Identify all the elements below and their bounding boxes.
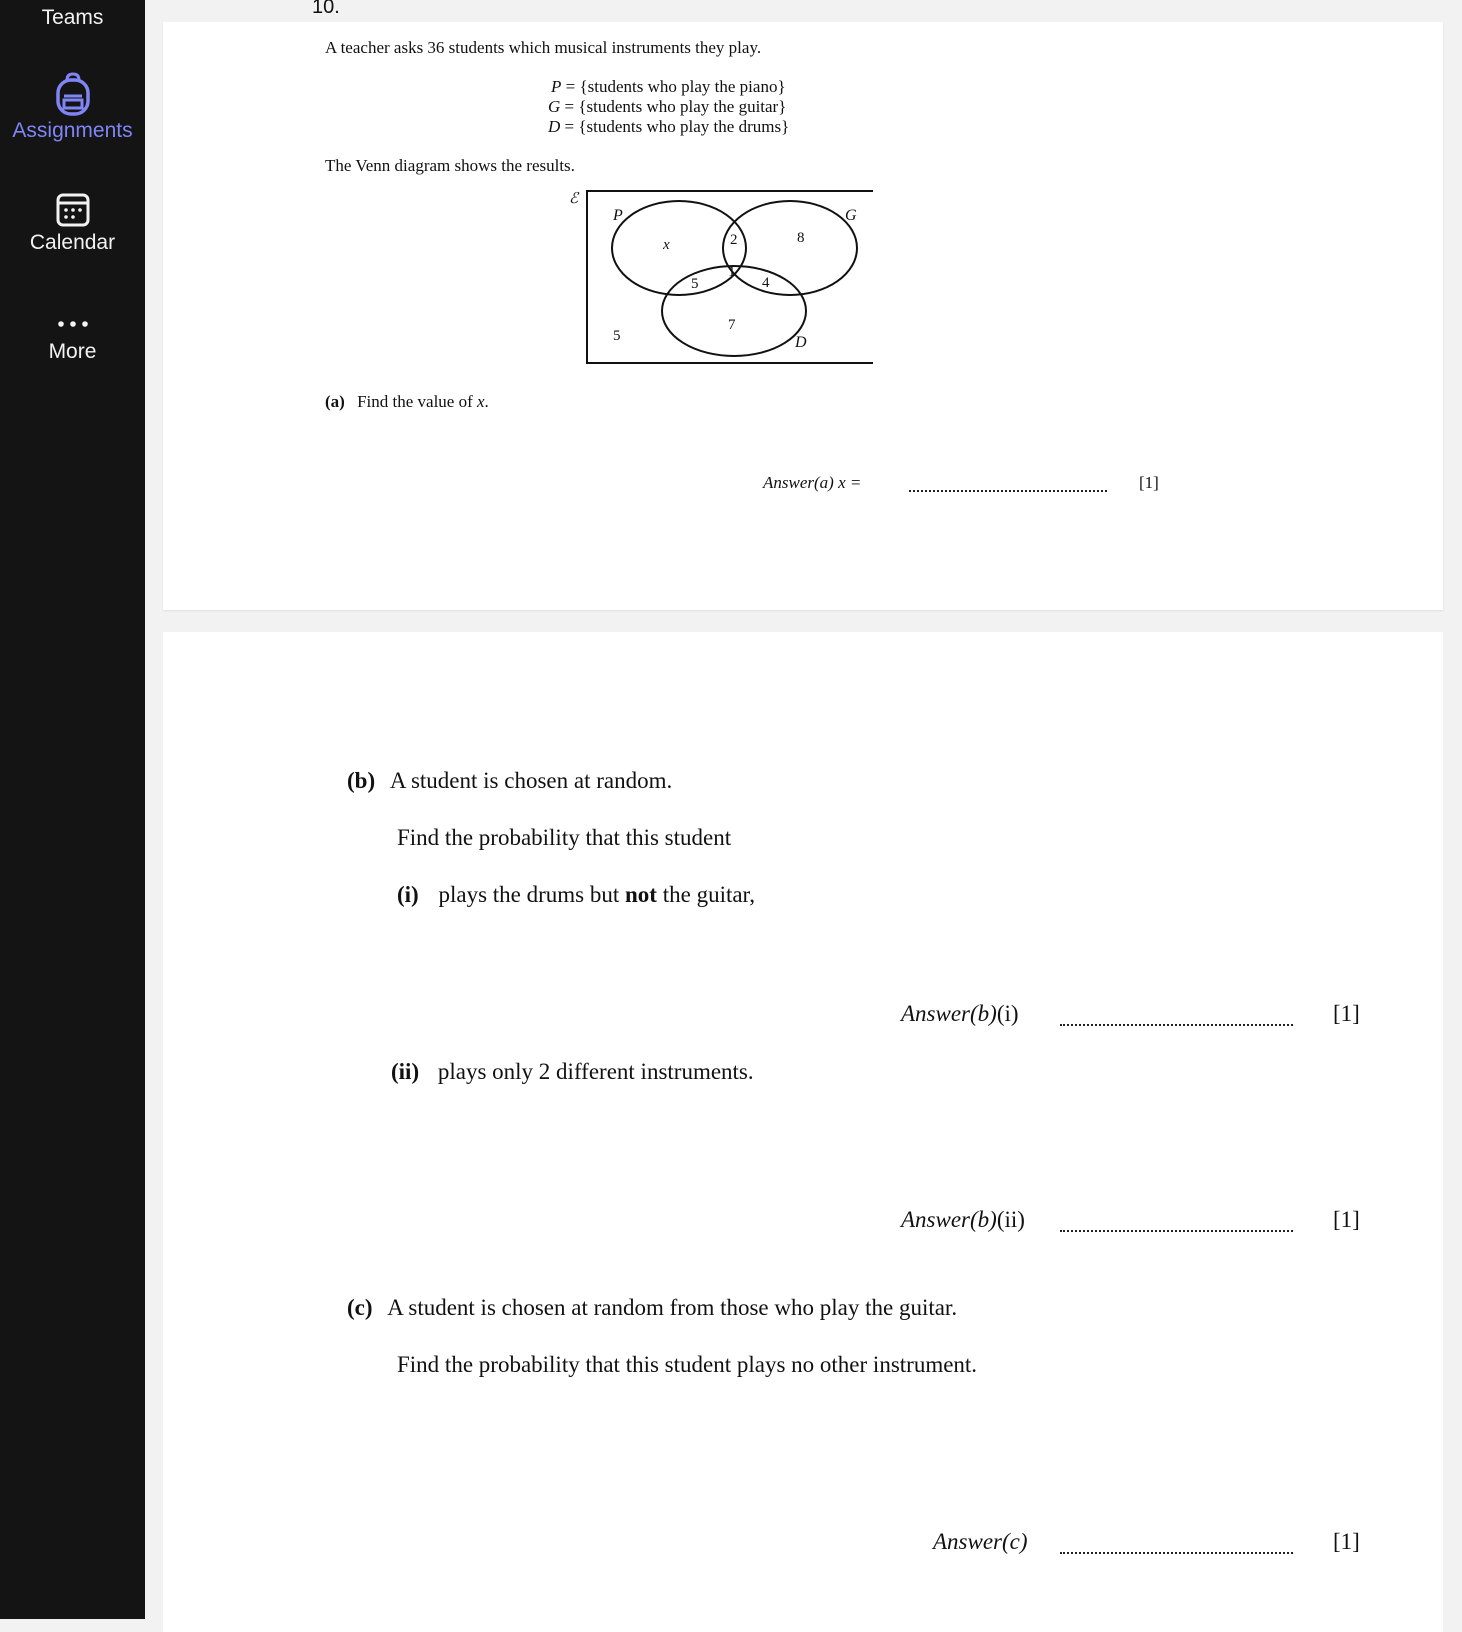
calendar-icon (55, 192, 91, 228)
part-b-i-label: (i) (397, 882, 419, 907)
answer-b-ii-label-ital: Answer(b) (901, 1207, 997, 1232)
set-definitions (548, 77, 789, 137)
part-a-var: x (477, 392, 485, 411)
more-dots-icon (55, 318, 91, 330)
sidebar-item-label: More (48, 340, 97, 363)
answer-c-label: Answer(c) (933, 1529, 1028, 1554)
sidebar-item-label: Teams (41, 6, 104, 29)
part-a-text: Find the value of (357, 392, 477, 411)
answer-b-ii-label (901, 1207, 1025, 1233)
set-desc-p: = {students who play the piano} (561, 77, 786, 96)
answer-b-ii-line[interactable] (1060, 1230, 1293, 1232)
set-var-p: P (551, 77, 562, 96)
sidebar-item-calendar[interactable] (0, 192, 145, 255)
venn-region-g-and-d: 4 (762, 275, 770, 291)
question-number: 10. (312, 0, 340, 18)
part-a-question (325, 392, 489, 412)
venn-region-p-and-g: 2 (730, 232, 738, 248)
part-b-i-bold: not (625, 882, 657, 907)
part-b-question (347, 768, 672, 794)
part-c-prompt: Find the probability that this student plays no other instrument. (397, 1352, 978, 1377)
part-b-label: (b) (347, 768, 376, 793)
answer-a-marks: [1] (1139, 473, 1159, 492)
part-b-ii-label: (ii) (391, 1059, 420, 1084)
sidebar-item-more[interactable] (0, 318, 145, 364)
set-var-d: D (548, 117, 561, 136)
venn-region-all-three: 1 (728, 264, 736, 280)
answer-b-i-line[interactable] (1060, 1024, 1293, 1026)
venn-region-p-only: x (663, 237, 670, 253)
backpack-icon (53, 70, 93, 118)
answer-b-i-label-ital: Answer(b) (901, 1001, 997, 1026)
part-b-ii-text: plays only 2 different instruments. (437, 1059, 754, 1084)
part-b-ii-question (391, 1059, 754, 1085)
sidebar-item-teams[interactable] (0, 6, 145, 30)
answer-b-ii-label-roman: (ii) (996, 1207, 1025, 1232)
venn-region-g-only: 8 (797, 230, 805, 246)
part-b-i-text: plays the drums but (438, 882, 626, 907)
answer-b-i-label-roman: (i) (996, 1001, 1019, 1026)
part-b-i-text-after: the guitar, (656, 882, 756, 907)
part-a-end: . (484, 392, 489, 411)
answer-a-label: Answer(a) x = (763, 473, 862, 492)
sidebar-item-assignments[interactable] (0, 70, 145, 143)
venn-region-d-only: 7 (728, 317, 736, 333)
answer-b-ii-marks: [1] (1333, 1207, 1360, 1232)
set-desc-d: = {students who play the drums} (560, 117, 790, 136)
sidebar-item-label: Calendar (29, 231, 116, 254)
venn-circle-g (723, 201, 857, 295)
part-b-prompt: Find the probability that this student (397, 825, 732, 850)
set-var-g: G (548, 97, 561, 116)
venn-universal-symbol: ℰ (569, 191, 579, 207)
part-c-text: A student is chosen at random from those who play the guitar. (387, 1295, 958, 1320)
part-c-question (347, 1295, 957, 1321)
part-c-label: (c) (347, 1295, 373, 1320)
part-b-i-question (397, 882, 755, 908)
sidebar-item-label: Assignments (12, 119, 133, 142)
answer-c-marks: [1] (1333, 1529, 1360, 1554)
question-card-part-a (163, 22, 1443, 610)
venn-caption: The Venn diagram shows the results. (325, 156, 575, 175)
venn-label-p: P (613, 207, 623, 224)
venn-label-d: D (795, 334, 807, 351)
question-card-part-b-c (163, 632, 1443, 1632)
app-sidebar (0, 0, 145, 1619)
venn-region-outside: 5 (613, 328, 621, 344)
part-b-text: A student is chosen at random. (389, 768, 673, 793)
part-a-label: (a) (325, 392, 345, 411)
answer-c-line[interactable] (1060, 1552, 1293, 1554)
answer-b-i-label (901, 1001, 1019, 1027)
venn-diagram (563, 187, 873, 377)
venn-region-p-and-d: 5 (691, 276, 699, 292)
venn-label-g: G (845, 207, 857, 224)
answer-a-line[interactable] (909, 490, 1107, 492)
set-desc-g: = {students who play the guitar} (560, 97, 787, 116)
answer-b-i-marks: [1] (1333, 1001, 1360, 1026)
question-intro: A teacher asks 36 students which musical instruments they play. (325, 38, 762, 57)
